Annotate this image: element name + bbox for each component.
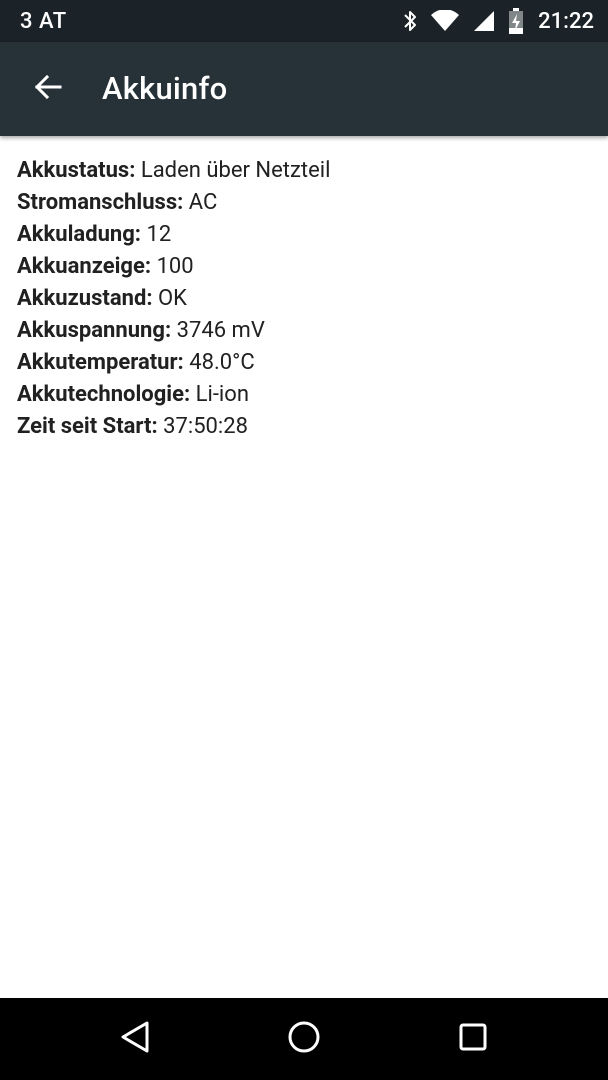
info-value: 37:50:28 bbox=[163, 414, 248, 439]
info-value: 100 bbox=[156, 254, 194, 279]
info-value: 12 bbox=[146, 222, 172, 247]
info-row-akkutemperatur bbox=[17, 347, 592, 379]
info-value: Li-ion bbox=[195, 382, 249, 407]
status-icons bbox=[402, 8, 594, 34]
info-label: Akkuzustand: bbox=[17, 286, 153, 311]
carrier-name: 3 AT bbox=[20, 8, 67, 34]
back-button[interactable] bbox=[24, 65, 72, 113]
info-value: Laden über Netzteil bbox=[140, 158, 331, 183]
battery-info-list bbox=[17, 155, 592, 443]
info-row-akkustatus bbox=[17, 155, 592, 187]
info-row-zeit-seit-start bbox=[17, 411, 592, 443]
info-row-akkuanzeige bbox=[17, 251, 592, 283]
arrow-left-icon bbox=[34, 73, 62, 105]
info-value: OK bbox=[158, 286, 187, 311]
home-circle-icon bbox=[287, 1020, 321, 1058]
info-value: 48.0°C bbox=[189, 350, 255, 375]
info-label: Akkutemperatur: bbox=[17, 350, 184, 375]
info-label: Akkuspannung: bbox=[17, 318, 172, 343]
nav-home-button[interactable] bbox=[280, 1015, 328, 1063]
info-label: Akkustatus: bbox=[17, 158, 136, 183]
nav-back-button[interactable] bbox=[111, 1015, 159, 1063]
info-row-akkuzustand bbox=[17, 283, 592, 315]
info-label: Zeit seit Start: bbox=[17, 414, 158, 439]
recents-square-icon bbox=[458, 1022, 488, 1056]
status-bar bbox=[0, 0, 608, 42]
info-label: Akkuanzeige: bbox=[17, 254, 152, 279]
page-title: Akkuinfo bbox=[102, 70, 228, 107]
info-row-stromanschluss bbox=[17, 187, 592, 219]
battery-charging-icon bbox=[508, 8, 524, 34]
info-row-akkuladung bbox=[17, 219, 592, 251]
info-row-akkuspannung bbox=[17, 315, 592, 347]
info-label: Stromanschluss: bbox=[17, 190, 184, 215]
nav-recents-button[interactable] bbox=[449, 1015, 497, 1063]
info-row-akkutechnologie bbox=[17, 379, 592, 411]
cell-signal-icon bbox=[472, 9, 496, 33]
bluetooth-icon bbox=[402, 9, 418, 33]
toolbar bbox=[0, 42, 608, 136]
clock: 21:22 bbox=[538, 8, 594, 34]
info-label: Akkutechnologie: bbox=[17, 382, 191, 407]
info-label: Akkuladung: bbox=[17, 222, 142, 247]
navigation-bar bbox=[0, 998, 608, 1080]
wifi-icon bbox=[430, 10, 460, 32]
info-value: 3746 mV bbox=[176, 318, 265, 343]
info-value: AC bbox=[188, 190, 218, 215]
back-triangle-icon bbox=[119, 1020, 151, 1058]
